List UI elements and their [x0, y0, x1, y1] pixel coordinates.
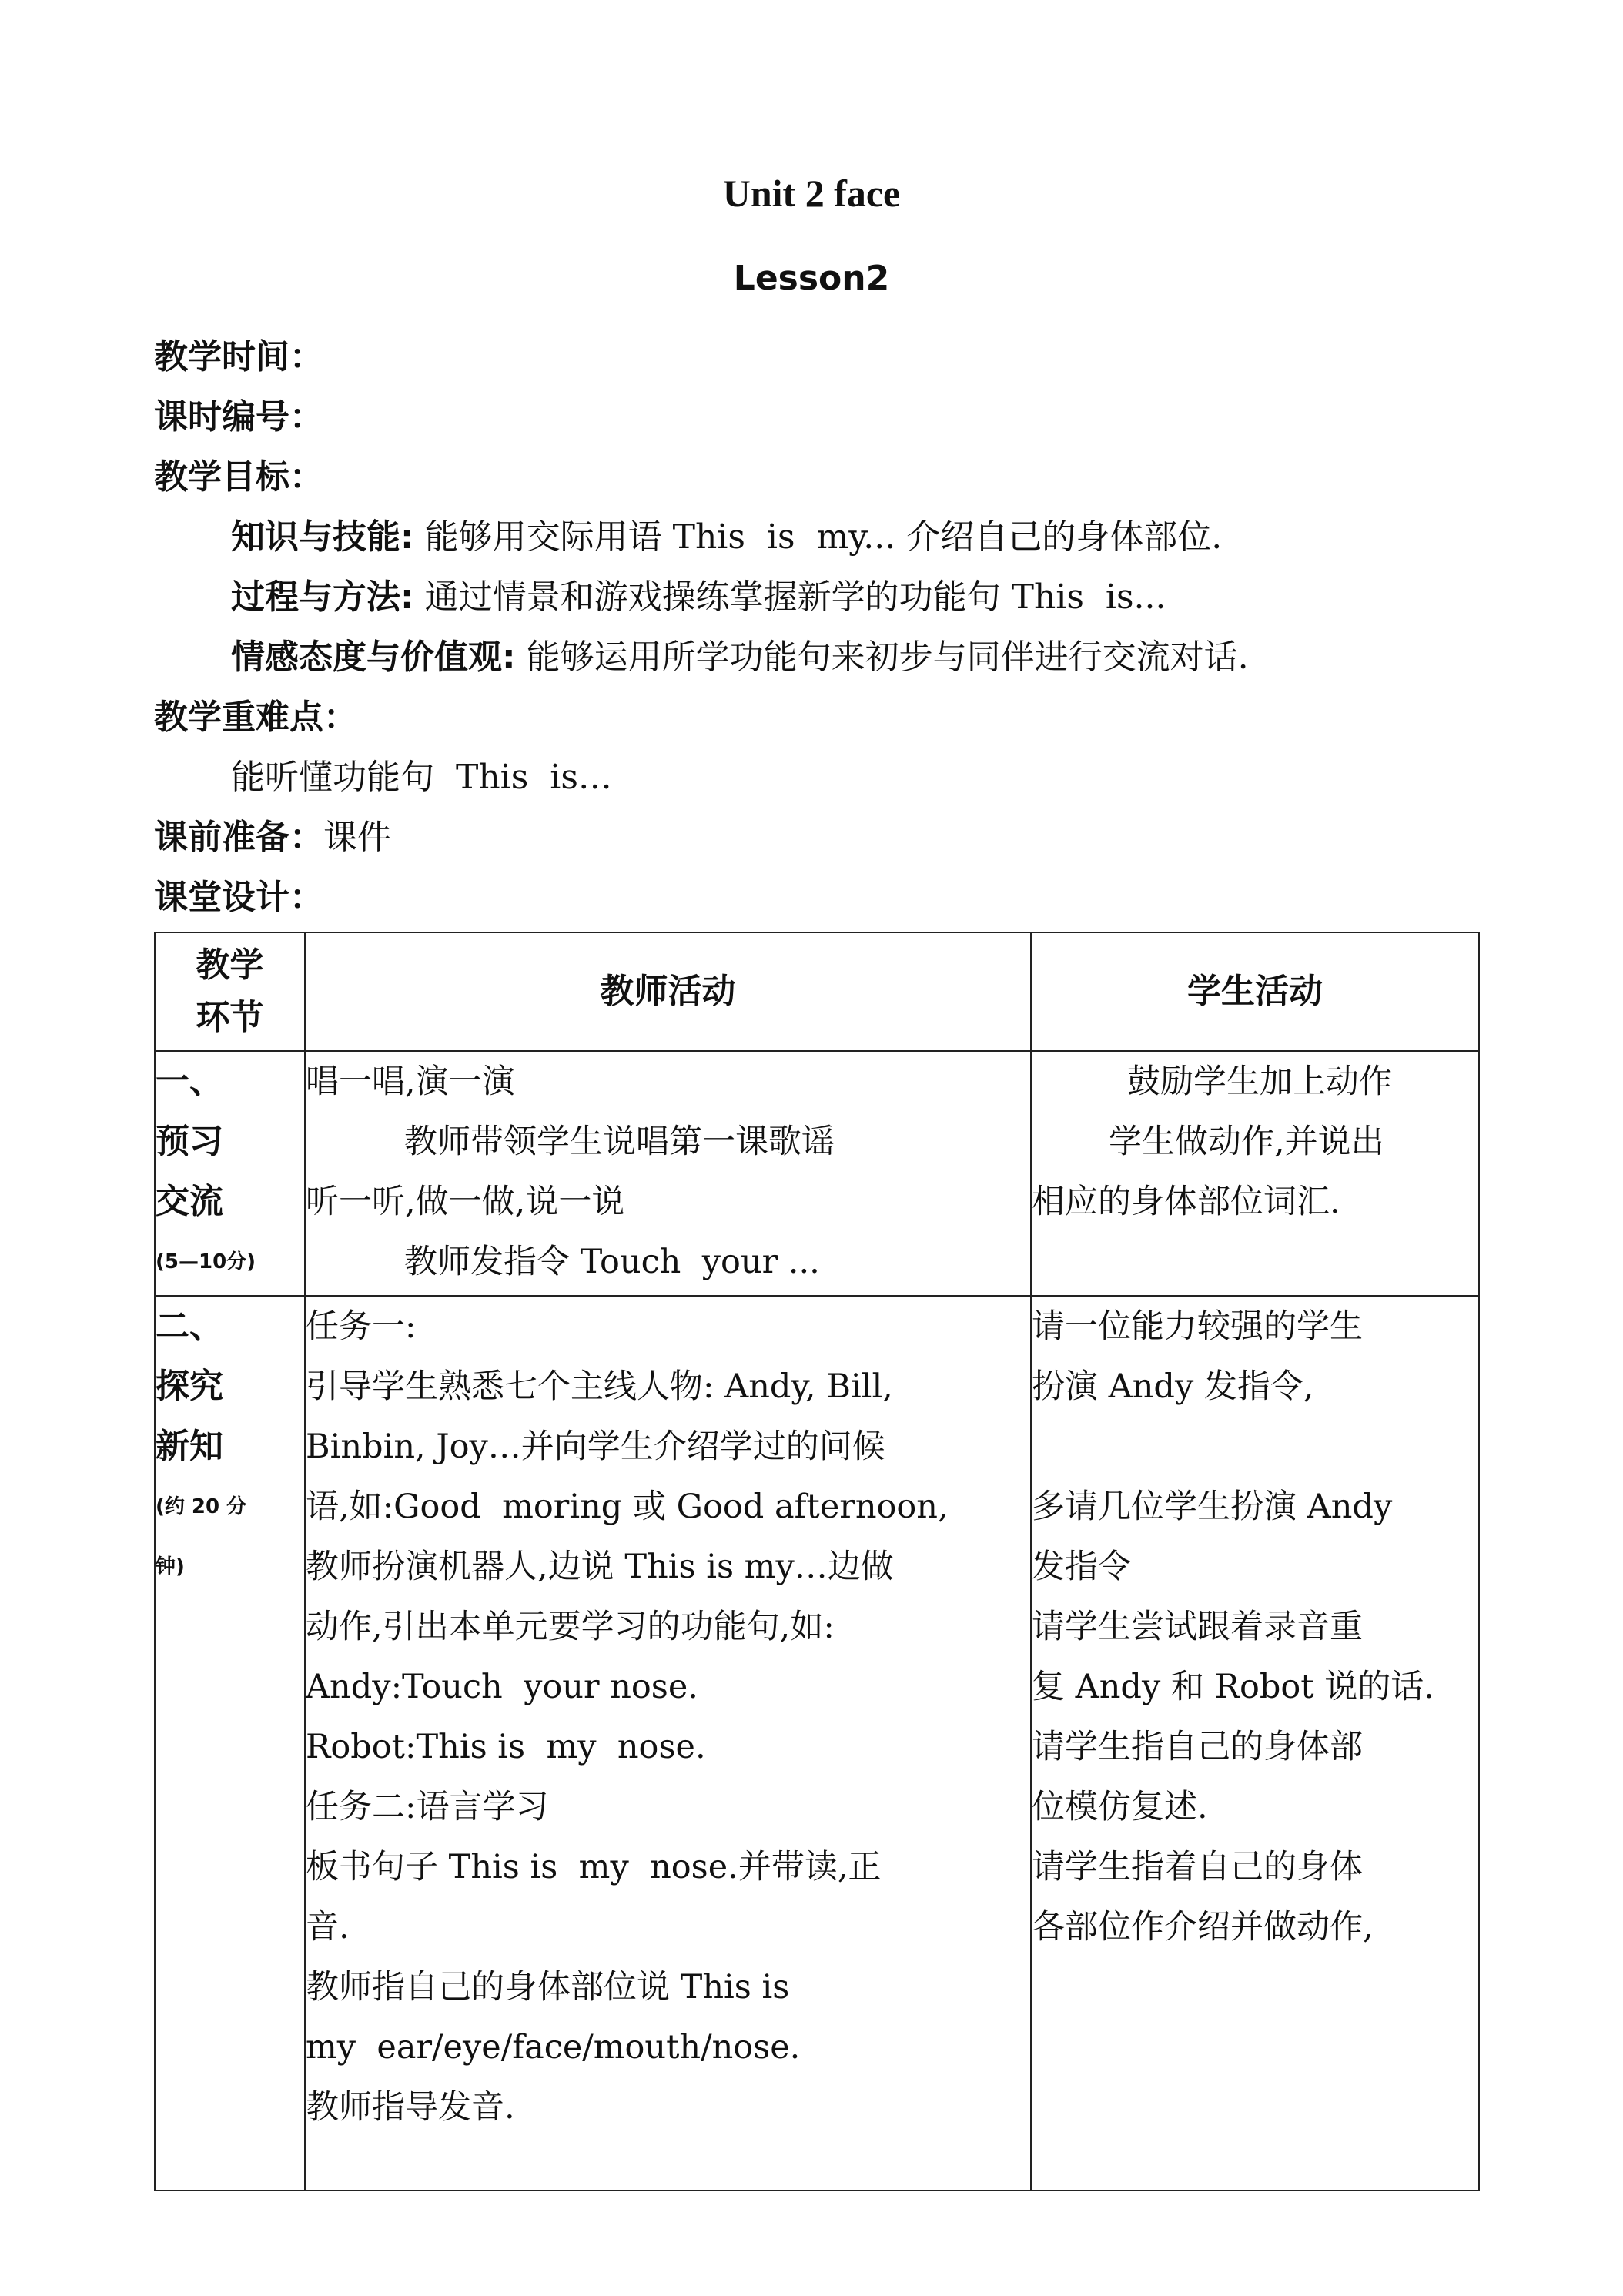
document-title: Unit 2 face: [722, 172, 901, 215]
stage-duration: (5—10分): [156, 1250, 256, 1274]
key-points-label: 教学重难点：: [154, 698, 357, 737]
teacher-line: 音.: [306, 1908, 350, 1946]
stage-name-line1: 探究: [156, 1367, 223, 1406]
table-row: [155, 1296, 1479, 2191]
teacher-line: 教师扮演机器人,边说 This is my…边做: [306, 1548, 894, 1586]
goal-emotion-text: 能够运用所学功能句来初步与同伴进行交流对话.: [526, 638, 1249, 677]
student-line: 复 Andy 和 Robot 说的话.: [1032, 1668, 1434, 1706]
student-line: 请一位能力较强的学生: [1032, 1307, 1363, 1346]
student-activity-cell-1: [1031, 1051, 1479, 1296]
header-stage: [155, 932, 305, 1051]
goal-emotion-label: 情感态度与价值观:: [231, 638, 516, 677]
student-activity-cell-2: [1031, 1296, 1479, 2191]
stage-name-line2: 新知: [156, 1427, 223, 1466]
teacher-line: 板书句子 This is my nose.并带读,正: [306, 1848, 882, 1886]
student-line: 发指令: [1032, 1548, 1131, 1586]
stage-cell-2: [155, 1296, 305, 2191]
teaching-goals-label: 教学目标：: [154, 457, 323, 497]
teacher-line: 教师指导发音.: [306, 2088, 515, 2127]
header-student: 学生活动: [1031, 932, 1479, 1051]
student-line: 各部位作介绍并做动作,: [1032, 1908, 1374, 1946]
goal-knowledge-text: 能够用交际用语 This is my... 介绍自己的身体部位.: [424, 517, 1223, 557]
key-points-text: 能听懂功能句 This is…: [231, 758, 612, 797]
teacher-line: 任务二:语言学习: [306, 1788, 549, 1826]
goal-process-label: 过程与方法:: [231, 577, 414, 617]
teacher-line: 教师指自己的身体部位说 This is: [306, 1968, 790, 2006]
teaching-time-label: 教学时间：: [154, 337, 323, 377]
teacher-line: Andy:Touch your nose.: [306, 1668, 698, 1706]
stage-number: 一、: [156, 1062, 223, 1101]
teacher-activity-cell-2: [305, 1296, 1031, 2191]
design-label: 课堂设计：: [154, 878, 323, 917]
student-line: 扮演 Andy 发指令,: [1032, 1367, 1314, 1406]
teacher-line: Binbin, Joy…并向学生介绍学过的问候: [306, 1427, 885, 1466]
goal-knowledge: [231, 517, 1222, 558]
stage-name-line2: 交流: [156, 1182, 223, 1221]
prep-text: 课件: [323, 818, 391, 857]
stage-cell-1: [155, 1051, 305, 1296]
student-line: 位模仿复述.: [1032, 1788, 1208, 1826]
table-header-row: [155, 932, 1479, 1051]
teacher-line: 动作,引出本单元要学习的功能句,如:: [306, 1608, 835, 1646]
header-teacher: 教师活动: [305, 932, 1031, 1051]
table-row: [155, 1051, 1479, 1296]
header-stage-line1: 教学: [196, 945, 264, 985]
teacher-line: 任务一:: [306, 1307, 417, 1346]
lesson-number-label: 课时编号：: [154, 397, 323, 437]
teacher-line: my ear/eye/face/mouth/nose.: [306, 2028, 801, 2067]
goal-process-text: 通过情景和游戏操练掌握新学的功能句 This is...: [424, 577, 1166, 617]
goal-emotion: [231, 638, 1249, 678]
student-line: 学生做动作,并说出: [1109, 1123, 1384, 1161]
student-line: 请学生指着自己的身体: [1032, 1848, 1363, 1886]
stage-duration-cont: 钟): [156, 1555, 185, 1578]
stage-name-line1: 预习: [156, 1122, 223, 1161]
teacher-line: 听一听,做一做,说一说: [306, 1183, 625, 1221]
teacher-line: 教师带领学生说唱第一课歌谣: [404, 1123, 835, 1161]
student-line: 相应的身体部位词汇.: [1032, 1183, 1340, 1221]
stage-duration: (约 20 分: [156, 1495, 247, 1518]
teacher-line: 唱一唱,演一演: [306, 1063, 515, 1101]
prep-label: 课前准备：: [154, 818, 323, 857]
teacher-line: Robot:This is my nose.: [306, 1728, 706, 1766]
teacher-line: 引导学生熟悉七个主线人物: Andy, Bill,: [306, 1367, 893, 1406]
student-line: 请学生指自己的身体部: [1032, 1728, 1363, 1766]
lesson-plan-table: [154, 932, 1480, 2191]
document-subtitle: Lesson2: [733, 259, 890, 298]
goal-process: [231, 577, 1166, 618]
goal-knowledge-label: 知识与技能:: [231, 517, 414, 557]
student-blank-line: [1032, 1417, 1478, 1477]
teacher-line: 教师发指令 Touch your ...: [404, 1243, 820, 1281]
teacher-line: 语,如:Good moring 或 Good afternoon,: [306, 1488, 949, 1526]
student-line: 多请几位学生扮演 Andy: [1032, 1488, 1393, 1526]
student-line: 鼓励学生加上动作: [1127, 1063, 1392, 1101]
prep: [154, 818, 391, 858]
stage-number: 二、: [156, 1307, 223, 1346]
student-line: 请学生尝试跟着录音重: [1032, 1608, 1363, 1646]
teacher-activity-cell-1: [305, 1051, 1031, 1296]
header-stage-line2: 环节: [196, 998, 264, 1037]
